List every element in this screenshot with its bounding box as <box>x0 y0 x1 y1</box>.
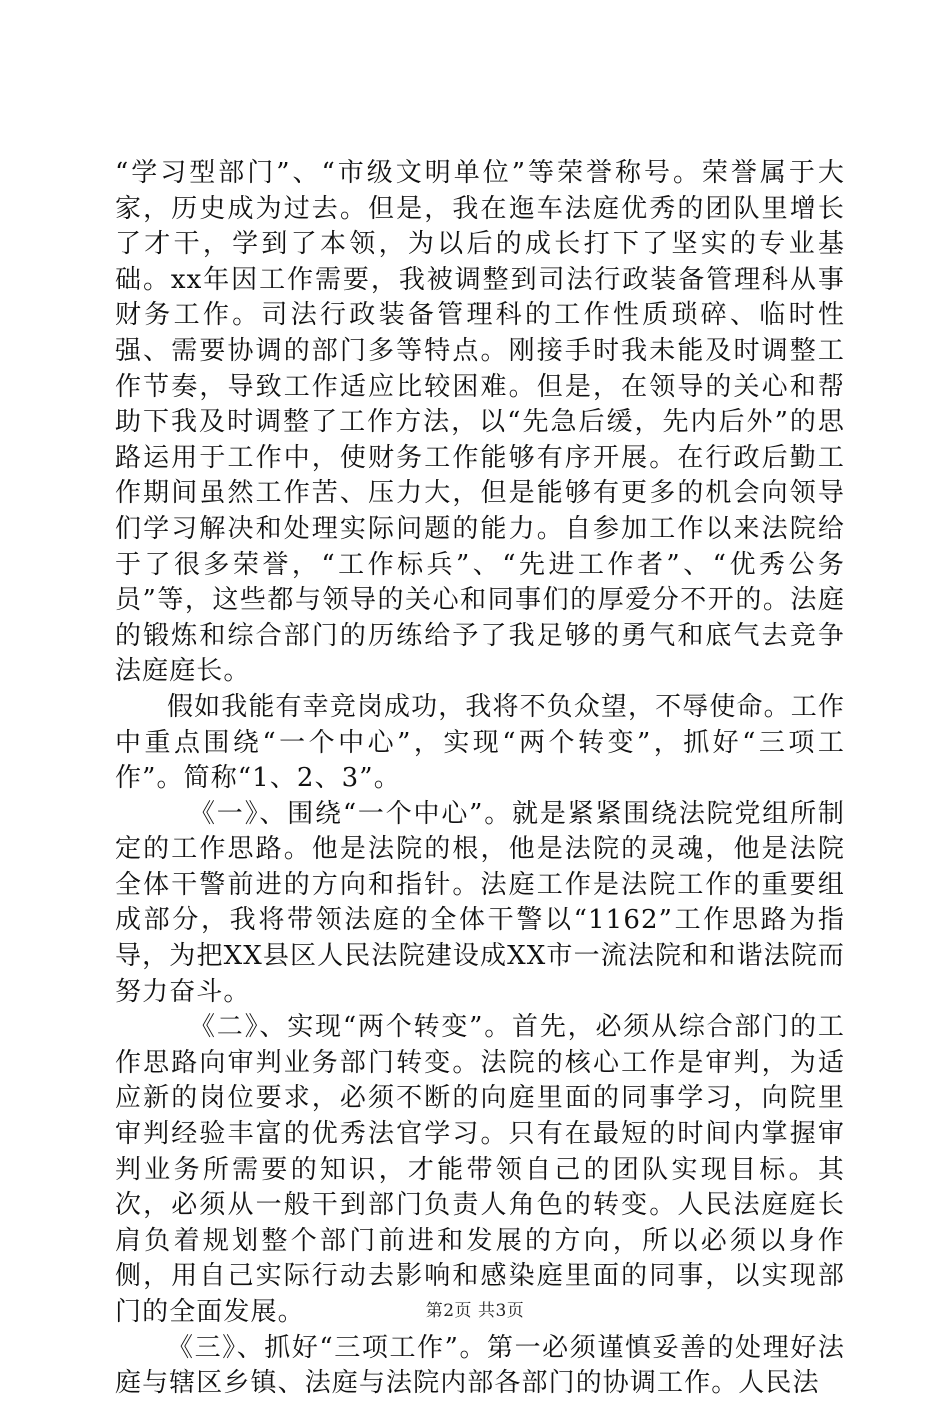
document-body <box>115 156 845 1402</box>
paragraph-5: 《三》、抓好“三项工作”。第一必须谨慎妥善的处理好法庭与辖区乡镇、法庭与法院内部各部门的协调工作。人民法 <box>115 1332 845 1399</box>
paragraph-1: “学习型部门”、“市级文明单位”等荣誉称号。荣誉属于大家，历史成为过去。但是，我在迤车法庭优秀的团队里增长了才干，学到了本领，为以后的成长打下了坚实的专业基础。xx年因工作需要，我被调整到司法行政装备管理科从事财务工作。司法行政装备管理科的工作性质琐碎、临时性强、需要协调的部门多等特点。刚接手时我未能及时调整工作节奏，导致工作适应比较困难。但是，在领导的关心和帮助下我及时调整了工作方法，以“先急后缓，先内后外”的思路运用于工作中，使财务工作能够有序开展。在行政后勤工作期间虽然工作苦、压力大，但是能够有更多的机会向领导们学习解决和处理实际问题的能力。自参加工作以来法院给于了很多荣誉，“工作标兵”、“先进工作者”、“优秀公务员”等，这些都与领导的关心和同事们的厚爱分不开的。法庭的锻炼和综合部门的历练给予了我足够的勇气和底气去竞争法庭庭长。 <box>115 158 845 687</box>
paragraph-4: 《二》、实现“两个转变”。首先，必须从综合部门的工作思路向审判业务部门转变。法院的核心工作是审判，为适应新的岗位要求，必须不断的向庭里面的同事学习，向院里审判经验丰富的优秀法官学习。只有在最短的时间内掌握审判业务所需要的知识，才能带领自己的团队实现目标。其次，必须从一般干到部门负责人角色的转变。人民法庭庭长肩负着规划整个部门前进和发展的方向，所以必须以身作侧，用自己实际行动去影响和感染庭里面的同事，以实现部门的全面发展。 <box>115 1012 845 1327</box>
page-footer: 第2页 共3页 <box>425 1301 525 1321</box>
paragraph-2: 假如我能有幸竞岗成功，我将不负众望，不辱使命。工作中重点围绕“一个中心”，实现“两个转变”，抓好“三项工作”。简称“1、2、3”。 <box>115 691 845 794</box>
paragraph-3: 《一》、围绕“一个中心”。就是紧紧围绕法院党组所制定的工作思路。他是法院的根，他是法院的灵魂，他是法院全体干警前进的方向和指针。法庭工作是法院工作的重要组成部分，我将带领法庭的全体干警以“1162”工作思路为指导，为把XX县区人民法院建设成XX市一流法院和和谐法院而努力奋斗。 <box>115 798 845 1007</box>
